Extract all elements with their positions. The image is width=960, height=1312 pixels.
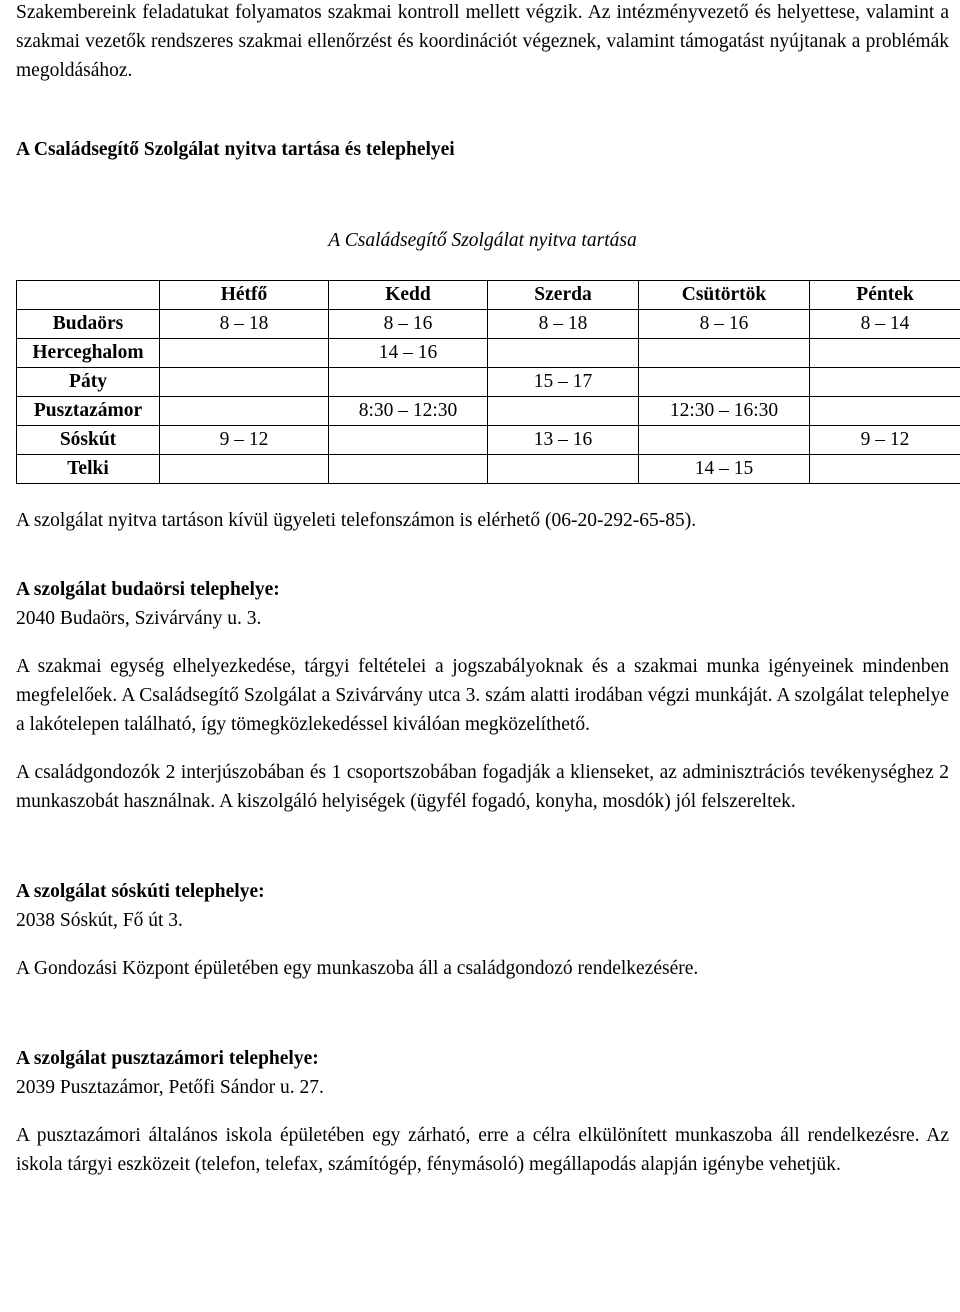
table-cell: 15 – 17 <box>488 368 639 397</box>
row-label: Páty <box>17 368 160 397</box>
table-cell <box>810 397 960 426</box>
header-cell-thursday: Csütörtök <box>639 281 810 310</box>
table-row <box>17 310 960 339</box>
table-cell <box>160 368 329 397</box>
budaors-paragraph-1: A szakmai egység elhelyezkedése, tárgyi feltételei a jogszabályoknak és a szakmai munka igényeinek mindenben megfelelőek. A Családsegítő Szolgálat a Szivárvány utca 3. szám alatti irodában végzi munkáját. A szolgálat telephelye a lakótelepen található, így tömegközlekedéssel kiválóan megközelíthető. <box>16 656 949 735</box>
opening-hours-table <box>16 280 960 484</box>
row-label: Herceghalom <box>17 339 160 368</box>
table-cell: 8 – 16 <box>329 310 488 339</box>
table-row <box>17 455 960 484</box>
header-cell-friday: Péntek <box>810 281 960 310</box>
table-cell <box>639 339 810 368</box>
table-cell <box>810 455 960 484</box>
table-cell: 8:30 – 12:30 <box>329 397 488 426</box>
phone-note: A szolgálat nyitva tartáson kívül ügyeleti telefonszámon is elérhető (06-20-292-65-85). <box>16 510 697 531</box>
soskut-paragraph-1: A Gondozási Központ épületében egy munkaszoba áll a családgondozó rendelkezésére. <box>16 958 699 979</box>
table-cell: 9 – 12 <box>160 426 329 455</box>
table-row <box>17 339 960 368</box>
table-cell: 13 – 16 <box>488 426 639 455</box>
pusztazamor-site-title: A szolgálat pusztazámori telephelye: <box>16 1048 319 1069</box>
table-cell <box>639 368 810 397</box>
table-cell <box>329 426 488 455</box>
soskut-site-title: A szolgálat sóskúti telephelye: <box>16 881 265 902</box>
table-caption: A Családsegítő Szolgálat nyitva tartása <box>328 230 637 251</box>
header-cell-monday: Hétfő <box>160 281 329 310</box>
section-title: A Családsegítő Szolgálat nyitva tartása és telephelyei <box>16 139 455 160</box>
table-cell <box>810 339 960 368</box>
table-cell: 8 – 18 <box>488 310 639 339</box>
table-cell: 14 – 15 <box>639 455 810 484</box>
table-cell <box>639 426 810 455</box>
table-cell: 14 – 16 <box>329 339 488 368</box>
table-cell <box>488 455 639 484</box>
table-cell <box>488 339 639 368</box>
table-cell <box>488 397 639 426</box>
table-row <box>17 368 960 397</box>
row-label: Budaörs <box>17 310 160 339</box>
table-cell <box>160 455 329 484</box>
table-cell: 8 – 14 <box>810 310 960 339</box>
table-cell: 9 – 12 <box>810 426 960 455</box>
table-cell <box>160 339 329 368</box>
intro-paragraph: Szakembereink feladatukat folyamatos szakmai kontroll mellett végzik. Az intézményvezető és helyettese, valamint a szakmai vezetők rendszeres szakmai ellenőrzést és koordinációt végeznek, valamint támogatást nyújtanak a problémák megoldásához. <box>16 2 949 81</box>
table-cell <box>329 368 488 397</box>
header-cell <box>17 281 160 310</box>
budaors-paragraph-2: A családgondozók 2 interjúszobában és 1 csoportszobában fogadják a klienseket, az adminisztrációs tevékenységhez 2 munkaszobát használnak. A kiszolgáló helyiségek (ügyfél fogadó, konyha, mosdók) jól felszereltek. <box>16 762 949 812</box>
table-cell <box>160 397 329 426</box>
table-row <box>17 397 960 426</box>
table-cell: 12:30 – 16:30 <box>639 397 810 426</box>
row-label: Telki <box>17 455 160 484</box>
table-cell: 8 – 16 <box>639 310 810 339</box>
row-label: Sóskút <box>17 426 160 455</box>
header-cell-wednesday: Szerda <box>488 281 639 310</box>
document-page <box>16 0 949 1179</box>
table-cell <box>810 368 960 397</box>
pusztazamor-address: 2039 Pusztazámor, Petőfi Sándor u. 27. <box>16 1077 324 1098</box>
table-row <box>17 426 960 455</box>
table-cell: 8 – 18 <box>160 310 329 339</box>
budaors-address: 2040 Budaörs, Szivárvány u. 3. <box>16 608 262 629</box>
soskut-address: 2038 Sóskút, Fő út 3. <box>16 910 183 931</box>
table-cell <box>329 455 488 484</box>
row-label: Pusztazámor <box>17 397 160 426</box>
header-cell-tuesday: Kedd <box>329 281 488 310</box>
pusztazamor-paragraph-1: A pusztazámori általános iskola épületében egy zárható, erre a célra elkülönített munkaszoba áll rendelkezésre. Az iskola tárgyi eszközeit (telefon, telefax, számítógép, fénymásoló) megállapodás alapján igénybe vehetjük. <box>16 1125 949 1175</box>
table-header-row <box>17 281 960 310</box>
budaors-site-title: A szolgálat budaörsi telephelye: <box>16 579 280 600</box>
